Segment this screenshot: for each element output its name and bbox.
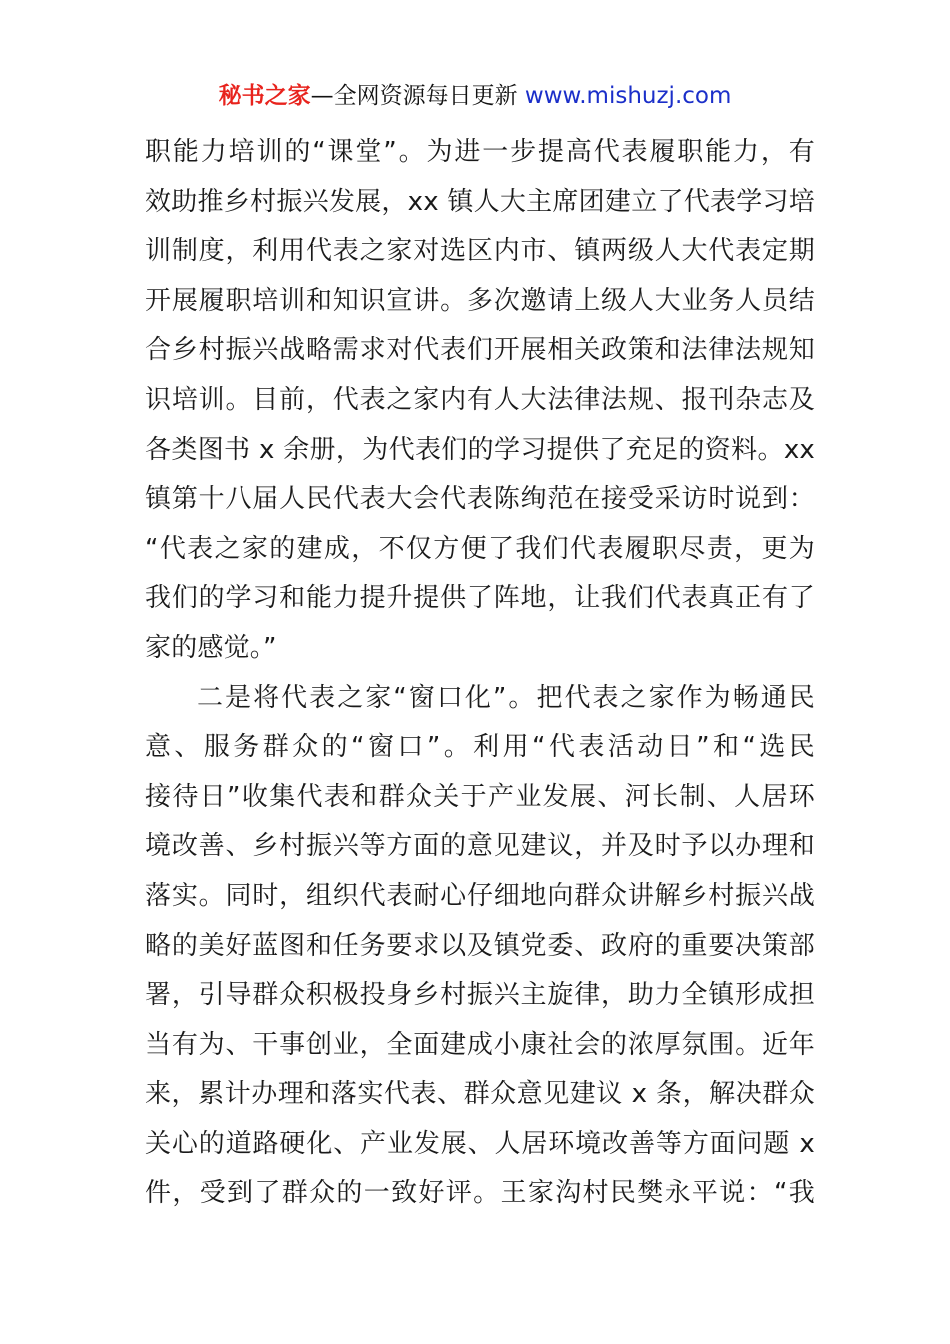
text-line: 件，受到了群众的一致好评。王家沟村民樊永平说：“我 — [145, 1178, 815, 1209]
site-url-link[interactable]: www.mishuzj.com — [524, 83, 732, 109]
text-line: 镇第十八届人民代表大会代表陈绚范在接受采访时说到： — [145, 484, 815, 515]
text-line: 当有为、干事创业，全面建成小康社会的浓厚氛围。近年 — [145, 1029, 815, 1060]
site-brand: 秘书之家 — [218, 83, 311, 109]
text-line: 接待日”收集代表和群众关于产业发展、河长制、人居环 — [145, 781, 815, 812]
text-line: 识培训。目前，代表之家内有人大法律法规、报刊杂志及 — [145, 384, 815, 415]
text-line: 略的美好蓝图和任务要求以及镇党委、政府的重要决策部 — [145, 930, 815, 961]
text-line: 训制度，利用代表之家对选区内市、镇两级人大代表定期 — [145, 236, 815, 267]
site-tagline: —全网资源每日更新 — [310, 83, 525, 109]
text-line: 署，引导群众积极投身乡村振兴主旋律，助力全镇形成担 — [145, 980, 815, 1011]
document-body — [145, 128, 815, 1219]
site-header — [0, 80, 950, 112]
text-line: 落实。同时，组织代表耐心仔细地向群众讲解乡村振兴战 — [145, 880, 815, 911]
text-line: 关心的道路硬化、产业发展、人居环境改善等方面问题 x — [145, 1128, 815, 1159]
text-line: 合乡村振兴战略需求对代表们开展相关政策和法律法规知 — [145, 335, 815, 366]
text-line: 来，累计办理和落实代表、群众意见建议 x 条，解决群众 — [145, 1079, 815, 1110]
text-line: 二是将代表之家“窗口化”。把代表之家作为畅通民 — [197, 682, 815, 713]
text-line: 家的感觉。” — [145, 632, 277, 663]
text-line: 境改善、乡村振兴等方面的意见建议，并及时予以办理和 — [145, 831, 815, 862]
text-line: 各类图书 x 余册，为代表们的学习提供了充足的资料。xx — [145, 434, 815, 465]
text-line: 职能力培训的“课堂”。为进一步提高代表履职能力，有 — [145, 137, 815, 167]
text-line: “代表之家的建成，不仅方便了我们代表履职尽责，更为 — [145, 533, 815, 564]
text-line: 意、服务群众的“窗口”。利用“代表活动日”和“选民 — [145, 732, 815, 763]
text-line: 开展履职培训和知识宣讲。多次邀请上级人大业务人员结 — [145, 285, 815, 316]
text-line: 我们的学习和能力提升提供了阵地，让我们代表真正有了 — [145, 583, 815, 614]
text-line: 效助推乡村振兴发展，xx 镇人大主席团建立了代表学习培 — [145, 186, 815, 217]
